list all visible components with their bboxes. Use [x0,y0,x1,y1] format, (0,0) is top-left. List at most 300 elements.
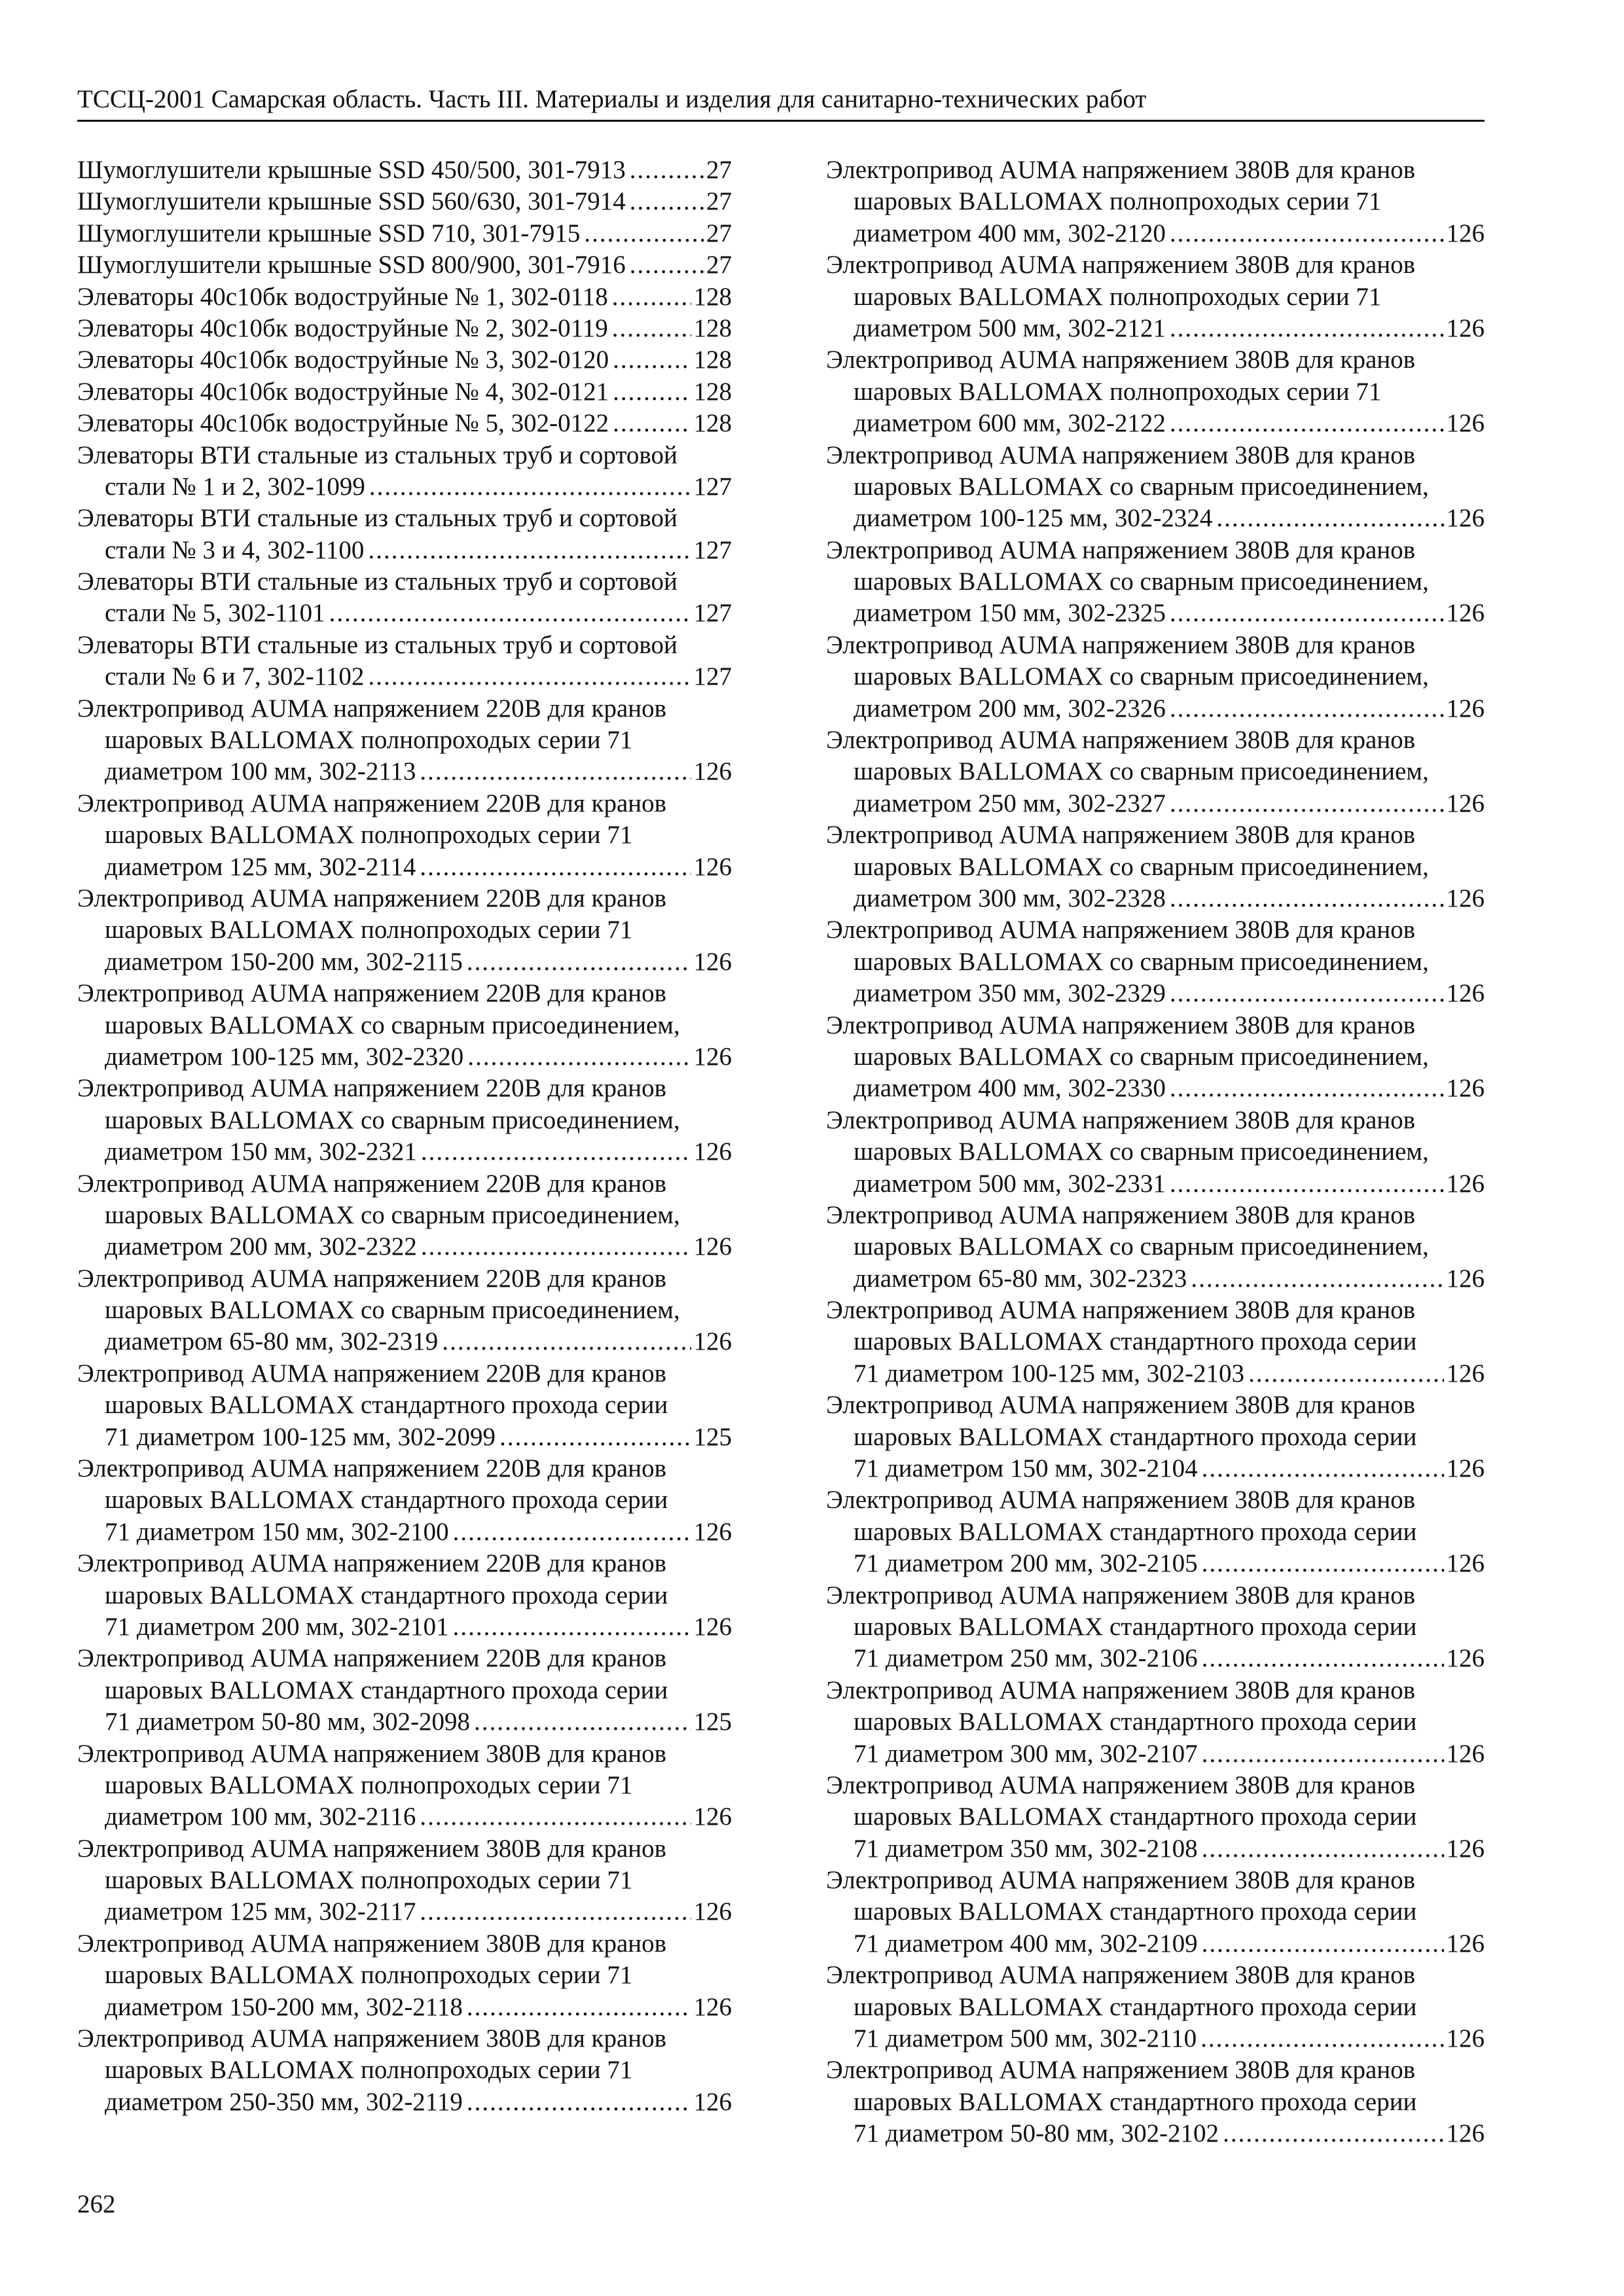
index-entry-text: диаметром 65-80 мм, 302-2319 [105,1327,439,1356]
index-entry-line [826,1738,1485,1770]
index-entry-line [77,1231,732,1263]
index-entry [77,281,732,313]
index-entry-line [826,661,1485,692]
index-entry-text: Электропривод AUMA напряжением 220В для кранов [77,1454,667,1483]
index-entry-line [826,883,1485,914]
index-entry-line [826,946,1485,978]
index-entry-line [826,693,1485,725]
index-entry-page: 126 [1446,979,1485,1008]
index-entry-line [77,154,732,186]
index-entry-text: шаровых BALLOMAX со сварным присоединением, [105,1200,680,1229]
index-entry-line [77,1200,732,1231]
index-entry-page: 126 [1446,599,1485,628]
index-entry-line [77,852,732,883]
index-entry-text: Электропривод AUMA напряжением 380В для кранов [826,1200,1416,1229]
index-entry-text: шаровых BALLOMAX полнопроходых серии 71 [854,377,1382,406]
index-entry-text: шаровых BALLOMAX стандартного прохода серии [854,1803,1417,1831]
index-entry-line [826,1865,1485,1896]
index-entry-text: Электропривод AUMA напряжением 380В для кранов [826,1105,1416,1134]
index-entry [826,1295,1485,1390]
index-entry-text: Шумоглушители крышные SSD 450/500, 301-7913 [77,156,626,184]
index-entry-line [77,630,732,661]
index-entry-line [77,1105,732,1136]
dot-leader [1170,313,1444,344]
index-entry-line [826,503,1485,534]
index-entry-line [826,1548,1485,1579]
index-entry-line [826,1896,1485,1928]
index-entry-line [826,2087,1485,2118]
index-entry-page: 126 [1446,694,1485,723]
dot-leader [474,1706,691,1738]
index-entry-line [77,1422,732,1453]
index-entry-text: шаровых BALLOMAX со сварным присоединением, [854,1042,1429,1071]
index-entry-text: 71 диаметром 50-80 мм, 302-2098 [105,1708,471,1736]
index-entry-text: Электропривод AUMA напряжением 380В для кранов [826,1486,1416,1515]
index-entry-page: 126 [693,1042,732,1071]
dot-leader [1170,598,1444,629]
index-entry-line [826,440,1485,471]
dot-leader [1170,788,1444,819]
index-entry-text: шаровых BALLOMAX полнопроходых серии 71 [105,726,633,755]
header-rule [77,120,1485,122]
dot-leader [1202,1928,1444,1960]
index-entry-text: Элеваторы ВТИ стальные из стальных труб и сортовой [77,440,677,469]
index-entry-line [826,725,1485,756]
dot-leader [630,154,704,186]
index-entry-page: 125 [693,1708,732,1736]
index-entry-line [826,1010,1485,1041]
index-entry-text: диаметром 600 мм, 302-2122 [854,409,1166,438]
dot-leader [630,249,704,281]
index-entry [826,535,1485,630]
index-entry-line [826,1706,1485,1738]
index-entry-line [77,281,732,313]
index-entry [826,914,1485,1009]
index-entry-text: 71 диаметром 200 мм, 302-2105 [854,1549,1198,1578]
index-entry-line [826,1516,1485,1548]
index-entry-line [77,1484,732,1516]
index-entry-line [826,1073,1485,1104]
dot-leader [467,946,691,978]
index-entry-line [826,1105,1485,1136]
index-entry-text: шаровых BALLOMAX со сварным присоединением, [854,1232,1429,1261]
index-entry [77,630,732,693]
index-column-left [77,154,732,2118]
dot-leader [1202,1453,1444,1484]
index-entry-text: стали № 1 и 2, 302-1099 [105,472,365,501]
index-entry [826,154,1485,249]
index-entry-line [826,1675,1485,1706]
index-entry-text: Электропривод AUMA напряжением 380В для кранов [77,1834,667,1863]
index-entry-page: 128 [693,409,732,438]
index-entry-page: 126 [693,1138,732,1166]
dot-leader [630,186,704,217]
index-entry-page: 126 [1446,409,1485,438]
index-entry-text: 71 диаметром 300 мм, 302-2107 [854,1739,1198,1768]
index-entry-page: 27 [706,219,732,247]
index-entry [826,344,1485,439]
index-entry-page: 128 [693,377,732,406]
index-entry-line [826,313,1485,344]
index-entry-line [77,2023,732,2054]
index-entry-text: шаровых BALLOMAX стандартного прохода серии [854,1517,1417,1546]
index-entry-page: 126 [1446,1264,1485,1293]
page-number: 262 [77,2190,116,2218]
index-entry-page: 126 [693,1612,732,1641]
index-entry-line [77,1263,732,1295]
index-entry-text: шаровых BALLOMAX полнопроходых серии 71 [854,187,1382,216]
page-header: ТССЦ-2001 Самарская область. Часть III. Материалы и изделия для санитарно-технических работ [77,85,1147,113]
index-entry-line [77,1706,732,1738]
index-entry-text: диаметром 150 мм, 302-2325 [854,599,1166,628]
index-entry-line [77,661,732,692]
index-entry-page: 126 [1446,219,1485,247]
index-entry-line [77,1960,732,1991]
index-entry-text: шаровых BALLOMAX стандартного прохода серии [854,1708,1417,1736]
index-entry-line [77,883,732,914]
index-entry-text: диаметром 400 мм, 302-2330 [854,1074,1166,1103]
index-entry-page: 126 [1446,2119,1485,2148]
index-entry [77,440,732,503]
index-entry-text: Электропривод AUMA напряжением 380В для кранов [826,1011,1416,1039]
index-entry [77,1358,732,1453]
index-entry-line [77,1611,732,1643]
dot-leader [1248,1358,1443,1390]
index-entry [77,883,732,978]
index-entry [77,1548,732,1643]
index-entry-page: 126 [693,1897,732,1926]
dot-leader [467,1992,691,2023]
index-entry-page: 126 [1446,1929,1485,1958]
index-entry-text: шаровых BALLOMAX стандартного прохода серии [105,1391,668,1420]
index-entry-text: шаровых BALLOMAX со сварным присоединением, [105,1296,680,1325]
index-entry [77,408,732,439]
index-entry-line [826,1801,1485,1833]
index-entry-text: Электропривод AUMA напряжением 220В для кранов [77,979,667,1008]
dot-leader [369,471,691,503]
index-entry-page: 128 [693,314,732,342]
index-entry-line [826,630,1485,661]
index-entry-line [77,819,732,851]
index-entry-text: Электропривод AUMA напряжением 380В для кранов [826,916,1416,944]
dot-leader [1200,2023,1443,2054]
index-entry-text: диаметром 150-200 мм, 302-2118 [105,1992,463,2021]
index-entry-line [77,1992,732,2023]
index-entry-line [77,756,732,787]
index-entry-text: Электропривод AUMA напряжением 380В для кранов [826,2056,1416,2085]
index-entry-page: 126 [693,1992,732,2021]
index-entry-text: Электропривод AUMA напряжением 380В для кранов [826,1581,1416,1609]
dot-leader [421,1136,691,1168]
index-entry-page: 126 [1446,314,1485,342]
index-entry-text: диаметром 150 мм, 302-2321 [105,1138,417,1166]
index-entry-page: 126 [1446,1454,1485,1483]
index-entry-line [826,1358,1485,1390]
index-entry-line [77,471,732,503]
index-entry-text: Электропривод AUMA напряжением 380В для кранов [826,1866,1416,1895]
index-entry-text: Электропривод AUMA напряжением 220В для кранов [77,1074,667,1103]
index-entry [826,1580,1485,1675]
index-entry-text: Электропривод AUMA напряжением 220В для кранов [77,1264,667,1293]
index-entry-text: Электропривод AUMA напряжением 220В для кранов [77,1359,667,1388]
index-entry-line [77,408,732,439]
index-entry-text: Элеваторы ВТИ стальные из стальных труб и сортовой [77,567,677,596]
index-entry [77,154,732,186]
index-entry-text: диаметром 100 мм, 302-2116 [105,1803,416,1831]
index-entry-text: 71 диаметром 150 мм, 302-2100 [105,1517,449,1546]
dot-leader [1202,1548,1444,1579]
index-entry-line [826,788,1485,819]
index-entry-text: диаметром 100 мм, 302-2113 [105,757,416,786]
index-entry-text: Электропривод AUMA напряжением 380В для кранов [826,1961,1416,1990]
index-entry-line [826,154,1485,186]
index-entry-text: Электропривод AUMA напряжением 380В для кранов [826,1296,1416,1325]
index-entry-text: Электропривод AUMA напряжением 220В для кранов [77,884,667,912]
dot-leader [453,1611,691,1643]
index-entry-line [77,313,732,344]
index-entry [826,2054,1485,2149]
index-column-right [826,154,1485,2150]
index-entry-page: 27 [706,187,732,216]
index-entry-line [77,1168,732,1200]
index-entry-text: шаровых BALLOMAX стандартного прохода серии [854,1612,1417,1641]
index-entry-line [826,2054,1485,2086]
index-entry [826,249,1485,344]
index-entry [826,1390,1485,1484]
index-entry-line [826,1580,1485,1611]
index-entry-page: 126 [693,852,732,881]
index-entry-line [77,1295,732,1326]
index-entry-page: 127 [693,535,732,564]
dot-leader [421,1231,691,1263]
index-entry-line [826,1833,1485,1865]
index-entry-line [77,376,732,408]
index-entry-page: 126 [693,1232,732,1261]
index-entry-text: шаровых BALLOMAX полнопроходых серии 71 [105,1866,633,1895]
index-entry-page: 27 [706,156,732,184]
index-entry-text: шаровых BALLOMAX полнопроходых серии 71 [105,1961,633,1990]
index-entry-text: Электропривод AUMA напряжением 380В для кранов [826,535,1416,564]
index-entry-text: диаметром 400 мм, 302-2120 [854,219,1166,247]
index-entry-text: шаровых BALLOMAX стандартного прохода серии [105,1486,668,1515]
index-entry-text: шаровых BALLOMAX стандартного прохода серии [854,1327,1417,1356]
index-entry [77,313,732,344]
index-entry-line [77,1136,732,1168]
dot-leader [1170,218,1444,249]
index-entry-page: 126 [1446,1169,1485,1198]
index-entry-text: шаровых BALLOMAX со сварным присоединением, [854,662,1429,691]
index-entry-page: 127 [693,662,732,691]
dot-leader [1202,1833,1444,1865]
index-entry-text: шаровых BALLOMAX полнопроходых серии 71 [854,282,1382,311]
dot-leader [612,313,691,344]
index-entry [826,819,1485,914]
index-entry-text: диаметром 200 мм, 302-2322 [105,1232,417,1261]
index-entry-text: шаровых BALLOMAX стандартного прохода серии [854,2087,1417,2116]
index-entry-line [826,1992,1485,2023]
index-entry-text: Элеваторы 40с10бк водоструйные № 3, 302-0120 [77,346,609,374]
index-entry [77,1928,732,2023]
index-entry-text: 71 диаметром 200 мм, 302-2101 [105,1612,449,1641]
dot-leader [613,344,691,376]
dot-leader [420,1896,691,1928]
index-entry-line [77,1041,732,1073]
dot-leader [368,535,691,566]
index-entry-page: 126 [1446,1739,1485,1768]
index-entry-page: 126 [1446,504,1485,533]
dot-leader [453,1516,691,1548]
index-entry-line [77,1073,732,1104]
index-entry [77,1453,732,1548]
index-entry [77,693,732,788]
index-entry-text: диаметром 500 мм, 302-2121 [854,314,1166,342]
index-entry-page: 125 [693,1422,732,1451]
dot-leader [1202,1643,1444,1674]
index-entry-line [826,471,1485,503]
index-entry-text: Электропривод AUMA напряжением 220В для кранов [77,1549,667,1578]
index-entry-text: Электропривод AUMA напряжением 380В для кранов [826,156,1416,184]
index-entry-page: 126 [1446,2024,1485,2053]
index-entry-text: диаметром 250-350 мм, 302-2119 [105,2087,463,2116]
index-entry-text: Электропривод AUMA напряжением 380В для кранов [826,1770,1416,1799]
index-entry-page: 126 [1446,789,1485,817]
index-entry-line [826,1295,1485,1326]
dot-leader [1223,2118,1443,2149]
index-entry-page: 127 [693,599,732,628]
index-entry-line [826,1041,1485,1073]
dot-leader [1170,408,1444,439]
index-entry-line [826,2118,1485,2149]
index-entry-text: Шумоглушители крышные SSD 560/630, 301-7914 [77,187,626,216]
index-entry-text: Электропривод AUMA напряжением 380В для кранов [826,726,1416,755]
index-entry-line [826,914,1485,946]
index-entry-line [826,852,1485,883]
dot-leader [584,218,704,249]
index-entry-line [77,1390,732,1421]
index-entry-line [826,566,1485,598]
index-entry-line [77,1358,732,1390]
index-entry-page: 128 [693,346,732,374]
index-entry-line [77,1928,732,1960]
index-entry-line [826,1960,1485,1991]
index-entry-line [826,186,1485,217]
index-entry-text: Элеваторы ВТИ стальные из стальных труб и сортовой [77,504,677,533]
index-entry-line [826,281,1485,313]
index-entry [826,1770,1485,1865]
index-entry-line [826,1326,1485,1357]
index-entry [826,1865,1485,1960]
index-entry-line [826,376,1485,408]
index-entry-line [826,1168,1485,1200]
index-entry-page: 126 [1446,884,1485,912]
index-entry-text: Шумоглушители крышные SSD 710, 301-7915 [77,219,581,247]
index-entry-text: 71 диаметром 500 мм, 302-2110 [854,2024,1197,2053]
index-entry-line [826,978,1485,1009]
dot-leader [420,852,691,883]
index-entry-text: диаметром 125 мм, 302-2114 [105,852,416,881]
index-entry-text: шаровых BALLOMAX со сварным присоединением, [854,852,1429,881]
index-entry-line [77,914,732,946]
index-entry-line [77,1010,732,1041]
dot-leader [420,756,691,787]
index-entry-text: шаровых BALLOMAX со сварным присоединением, [105,1011,680,1039]
index-entry-text: 71 диаметром 250 мм, 302-2106 [854,1644,1198,1673]
index-entry-line [826,1928,1485,1960]
index-entry [826,440,1485,535]
index-entry-text: Электропривод AUMA напряжением 380В для кранов [826,440,1416,469]
index-entry-line [77,344,732,376]
index-entry-line [826,1231,1485,1263]
index-entry-line [77,186,732,217]
index-entry-text: шаровых BALLOMAX стандартного прохода серии [105,1581,668,1609]
index-entry-page: 127 [693,472,732,501]
index-entry-text: шаровых BALLOMAX со сварным присоединением, [854,1138,1429,1166]
index-entry-text: Электропривод AUMA напряжением 380В для кранов [77,2024,667,2053]
index-entry [826,630,1485,725]
index-entry-line [826,1136,1485,1168]
index-entry-text: диаметром 200 мм, 302-2326 [854,694,1166,723]
index-entry-text: шаровых BALLOMAX стандартного прохода серии [854,1422,1417,1451]
dot-leader [1170,1168,1444,1200]
index-entry [77,503,732,566]
index-entry [77,1073,732,1168]
index-entry-line [77,503,732,534]
index-entry-text: Электропривод AUMA напряжением 220В для кранов [77,789,667,817]
index-entry [826,1960,1485,2054]
dot-leader [467,1041,691,1073]
dot-leader [613,376,691,408]
index-entry-line [826,1390,1485,1421]
index-entry-text: Электропривод AUMA напряжением 380В для кранов [826,251,1416,279]
index-entry-text: стали № 3 и 4, 302-1100 [105,535,365,564]
index-entry-text: Электропривод AUMA напряжением 380В для кранов [826,630,1416,659]
index-entry-page: 126 [693,1517,732,1546]
index-entry-text: диаметром 250 мм, 302-2327 [854,789,1166,817]
index-entry-text: Электропривод AUMA напряжением 220В для кранов [77,1169,667,1198]
index-entry [77,249,732,281]
index-entry-page: 126 [693,1803,732,1831]
index-entry-text: диаметром 65-80 мм, 302-2323 [854,1264,1187,1293]
index-entry-line [826,756,1485,787]
index-entry-text: Электропривод AUMA напряжением 380В для кранов [826,1391,1416,1420]
index-entry-text: Электропривод AUMA напряжением 220В для кранов [77,694,667,723]
index-entry-text: диаметром 300 мм, 302-2328 [854,884,1166,912]
index-entry-line [77,946,732,978]
index-entry-line [77,1896,732,1928]
index-entry-line [77,725,732,756]
index-entry [77,2023,732,2118]
index-entry-line [77,1580,732,1611]
index-entry-page: 126 [1446,1834,1485,1863]
index-entry-line [77,440,732,471]
index-entry-line [77,2054,732,2086]
index-entry-line [77,598,732,629]
dot-leader [612,281,691,313]
index-entry-line [77,1548,732,1579]
index-entry-text: Элеваторы 40с10бк водоструйные № 2, 302-0119 [77,314,608,342]
index-entry [826,1675,1485,1770]
index-entry-line [77,1643,732,1674]
index-entry [77,1263,732,1358]
index-entry-line [826,535,1485,566]
index-entry [77,1168,732,1263]
dot-leader [368,661,691,692]
index-entry-text: Шумоглушители крышные SSD 800/900, 301-7916 [77,251,626,279]
dot-leader [1191,1263,1443,1295]
index-entry-page: 126 [1446,1074,1485,1103]
index-entry-text: шаровых BALLOMAX полнопроходых серии 71 [105,1770,633,1799]
dot-leader [1216,503,1443,534]
